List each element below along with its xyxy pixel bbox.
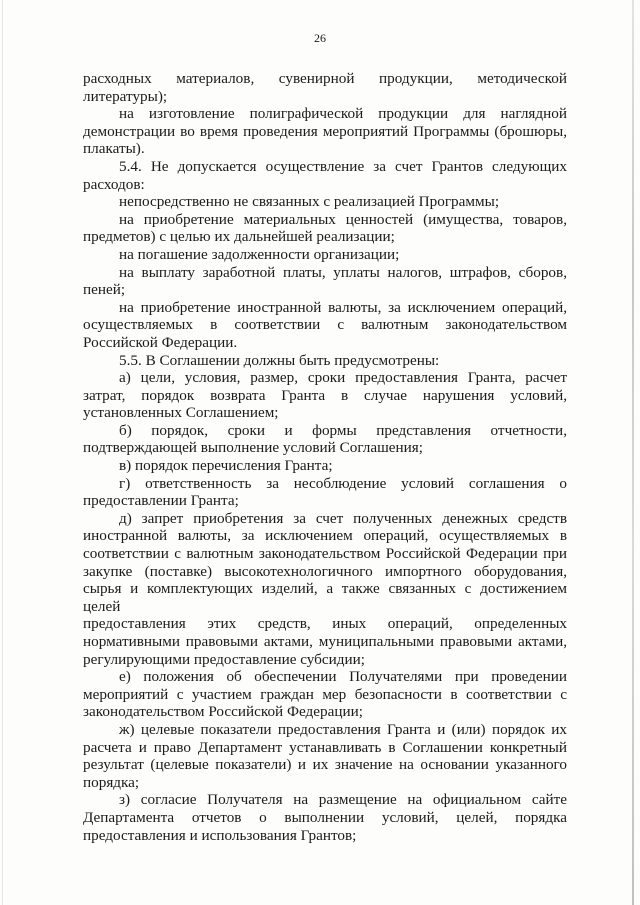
text-line: подтверждающей выполнение условий Соглашения; [83, 439, 423, 457]
page-left-edge [2, 0, 3, 905]
text-line: предметов) с целью их дальнейшей реализации; [83, 228, 395, 246]
text-line: плакаты). [83, 140, 145, 158]
page-number: 26 [314, 31, 326, 45]
paragraph [83, 668, 567, 721]
text-line: г) ответственность за несоблюдение условий соглашения о [119, 474, 567, 492]
text-line: закупке (поставке) высокотехнологичного импортного оборудования, [83, 562, 567, 580]
text-line: предоставлении Гранта; [83, 492, 239, 510]
text-line: затрат, порядок возврата Гранта в случае нарушения условий, [83, 386, 567, 404]
text-line: расчета и право Департамент устанавливать в Соглашении конкретный [83, 738, 567, 756]
text-line: на приобретение материальных ценностей (имущества, товаров, [119, 210, 567, 228]
text-line: на выплату заработной платы, уплаты налогов, штрафов, сборов, [119, 263, 567, 281]
paragraph [83, 721, 567, 791]
text-line: соответствии с валютным законодательством Российской Федерации при [83, 545, 567, 563]
text-line: в) порядок перечисления Гранта; [119, 457, 333, 475]
text-line: предоставления этих средств, иных операций, определенных [83, 615, 567, 633]
text-line: регулирующими предоставление субсидии; [83, 650, 365, 668]
text-line: сырья и комплектующих изделий, а также связанных с достижением целей [83, 580, 567, 615]
text-line: установленных Соглашением; [83, 404, 279, 422]
text-line: б) порядок, сроки и формы представления отчетности, [119, 421, 567, 439]
paragraph [83, 211, 567, 246]
text-line: мероприятий с участием граждан мер безопасности в соответствии с [83, 685, 567, 703]
text-line: расходов: [83, 175, 145, 193]
text-line: е) положения об обеспечении Получателями при проведении [119, 668, 567, 686]
document-body [83, 70, 567, 844]
paragraph [83, 369, 567, 422]
text-line: ж) целевые показатели предоставления Гранта и (или) порядок их [119, 720, 567, 738]
text-line: расходных материалов, сувенирной продукции, методической [83, 70, 567, 87]
text-line: результат (целевые показатели) и их значение на основании указанного [83, 756, 567, 774]
text-line: литературы); [83, 87, 168, 105]
paragraph [83, 457, 567, 475]
paragraph [83, 158, 567, 193]
text-line: 5.4. Не допускается осуществление за счет Грантов следующих [119, 157, 567, 175]
text-line: пеней; [83, 281, 126, 299]
text-line: законодательством Российской Федерации; [83, 703, 363, 721]
paragraph [83, 475, 567, 510]
text-line: Департамента отчетов о выполнении условий, целей, порядка [83, 808, 567, 826]
text-line: нормативными правовыми актами, муниципальными правовыми актами, [83, 633, 567, 650]
text-line: предоставления и использования Грантов; [83, 826, 357, 844]
text-line: а) цели, условия, размер, сроки предоставления Гранта, расчет [119, 369, 567, 387]
text-line: з) согласие Получателя на размещение на официальном сайте [119, 791, 567, 809]
paragraph [83, 299, 567, 352]
text-line: д) запрет приобретения за счет полученных денежных средств [119, 509, 567, 527]
text-line: на приобретение иностранной валюты, за исключением операций, [119, 298, 567, 316]
text-line: осуществляемых в соответствии с валютным законодательством [83, 316, 567, 334]
paragraph [83, 352, 567, 370]
paragraph [83, 510, 567, 668]
text-line: 5.5. В Соглашении должны быть предусмотрены: [119, 351, 440, 369]
text-line: на погашение задолженности организации; [119, 245, 400, 263]
paragraph [83, 791, 567, 844]
paragraph [83, 246, 567, 264]
text-line: на изготовление полиграфической продукции для наглядной [119, 105, 567, 123]
paragraph [83, 193, 567, 211]
text-line: иностранной валюты, за исключением операций, осуществляемых в [83, 527, 567, 545]
text-line: Российской Федерации. [83, 333, 238, 351]
paragraph [83, 422, 567, 457]
text-line: порядка; [83, 773, 140, 791]
paragraph [83, 264, 567, 299]
paragraph [83, 70, 567, 105]
text-line: непосредственно не связанных с реализацией Программы; [119, 193, 500, 211]
text-line: демонстрации во время проведения мероприятий Программы (брошюры, [83, 122, 567, 140]
paragraph [83, 105, 567, 158]
page-right-edge [632, 0, 634, 905]
